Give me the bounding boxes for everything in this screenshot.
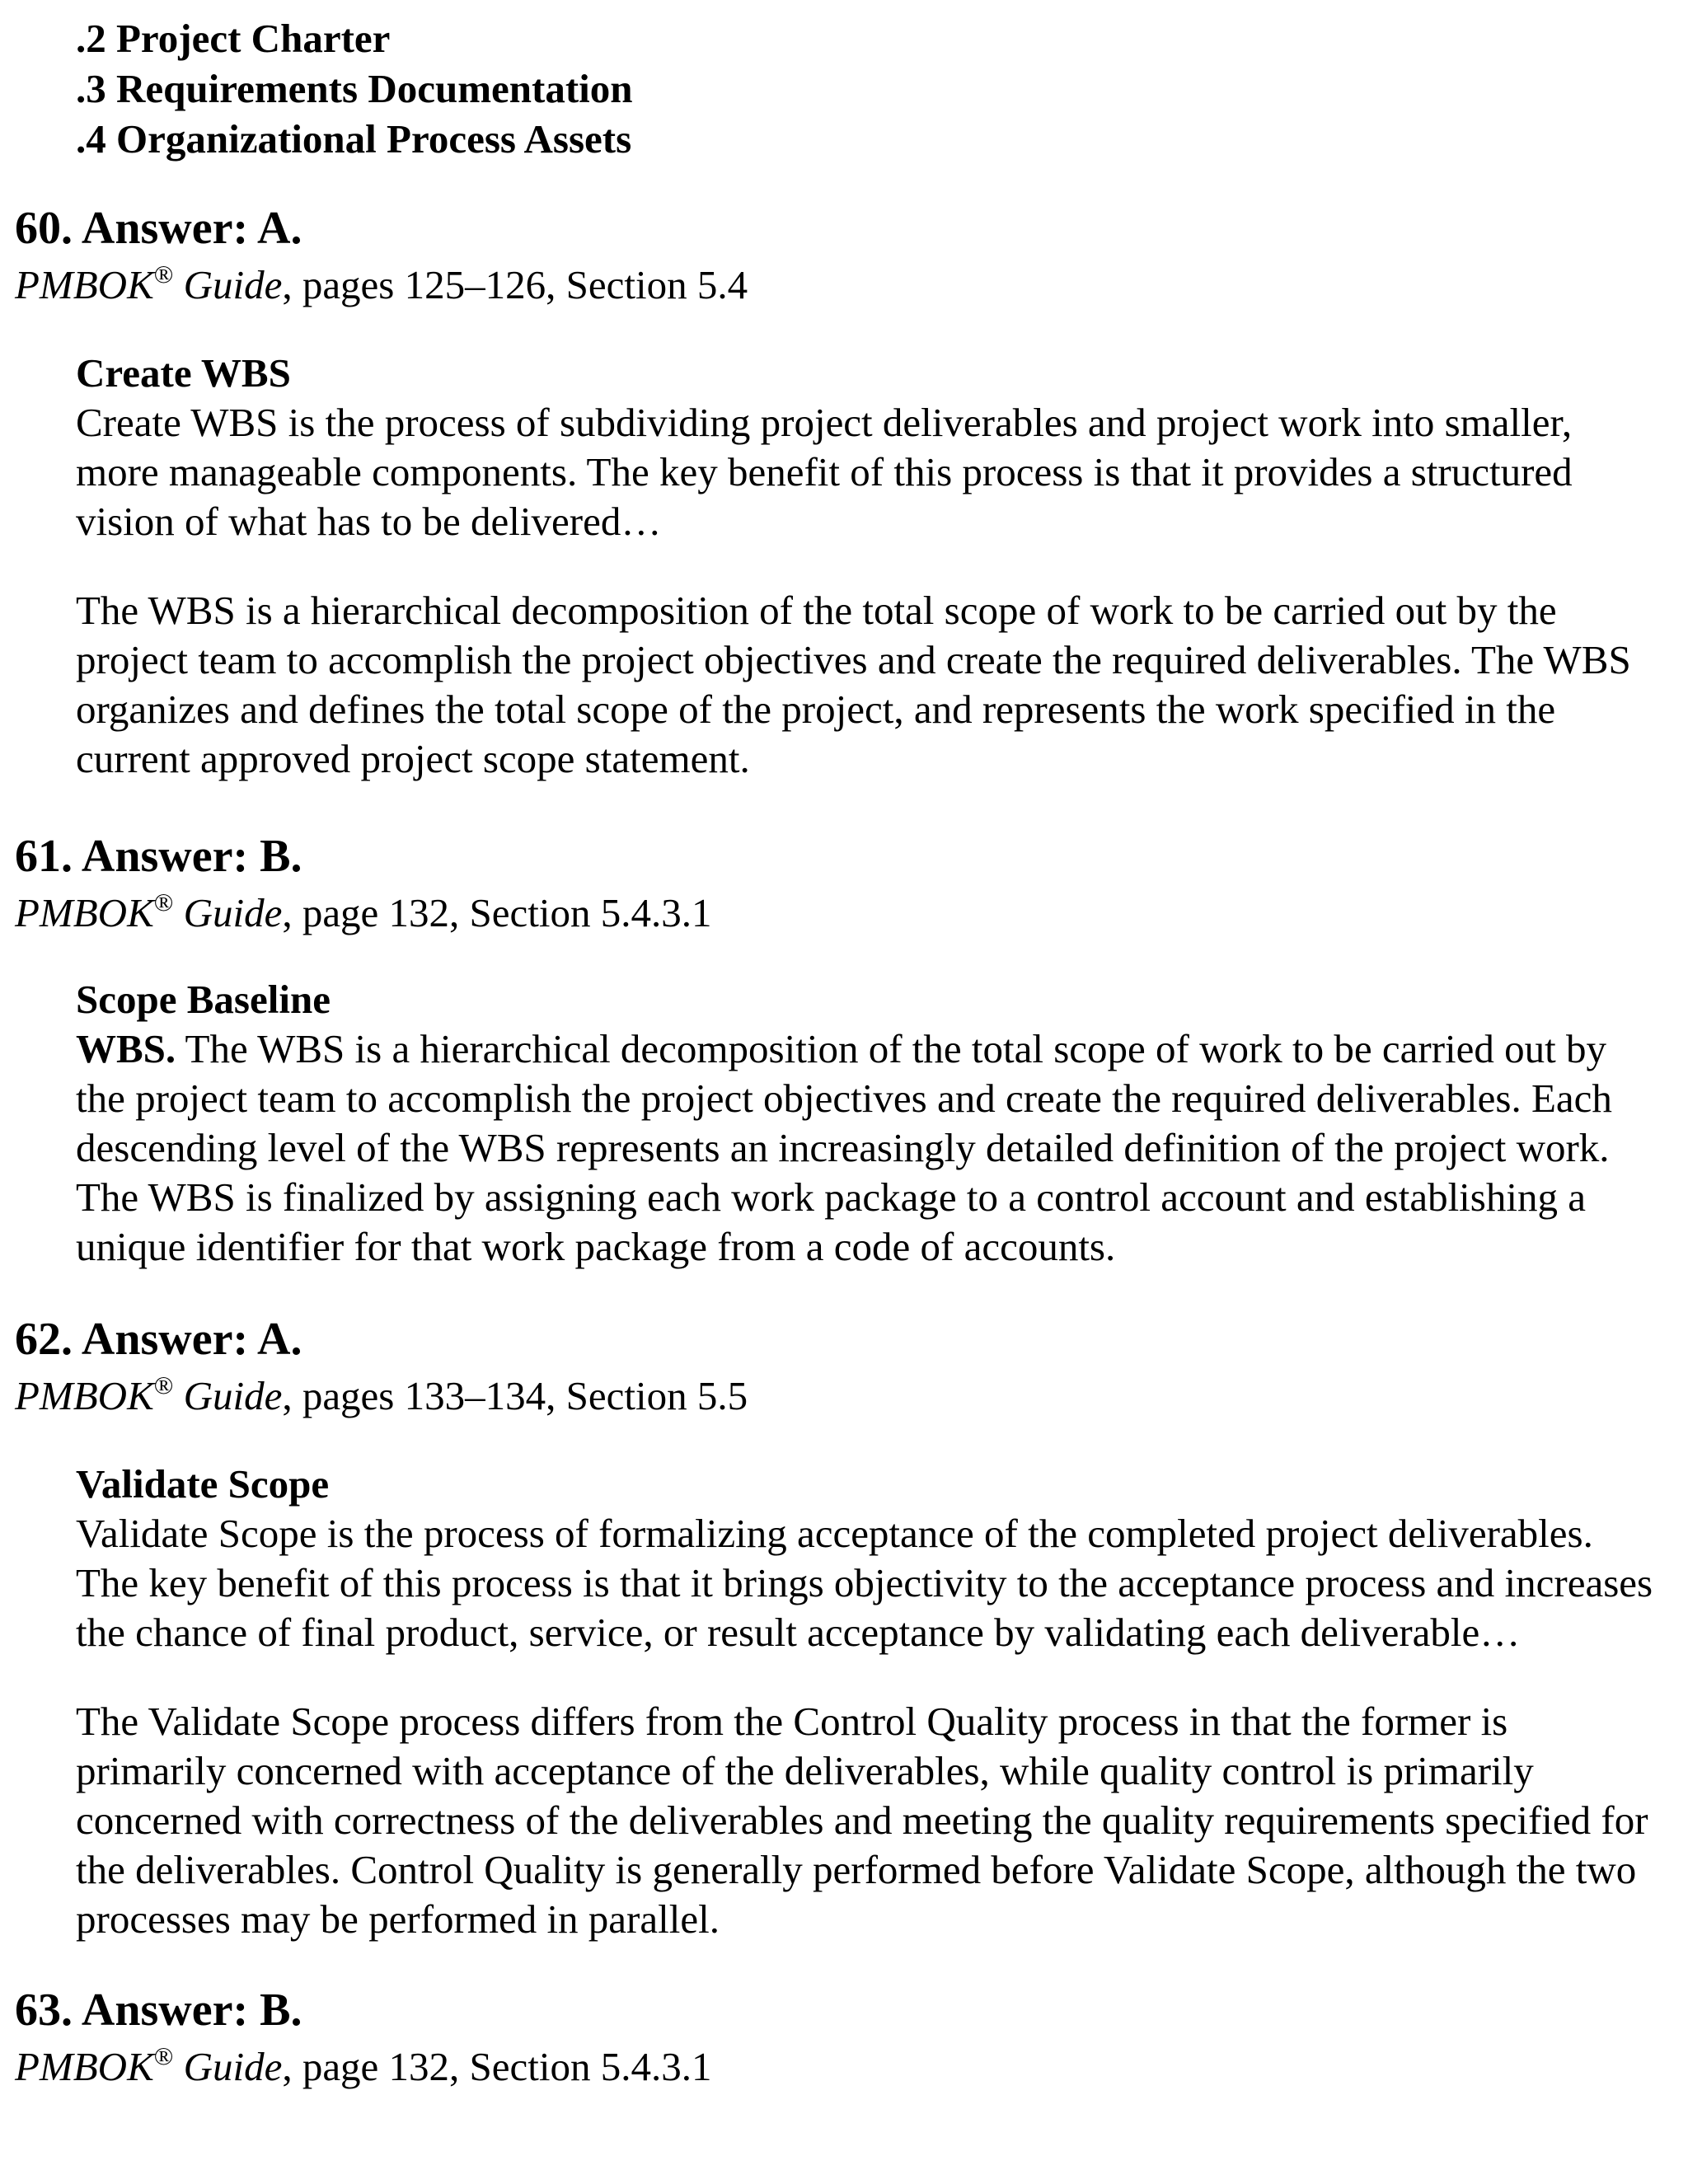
- text-line: current approved project scope statement.: [76, 736, 750, 781]
- reference-book: PMBOK: [15, 1373, 154, 1418]
- registered-mark: ®: [153, 1370, 174, 1399]
- text-line: the project team to accomplish the project objectives and create the required deliverables. Each: [76, 1076, 1612, 1121]
- reference-book: PMBOK: [15, 2044, 154, 2089]
- paragraph: [76, 1024, 1683, 1272]
- reference-line-60: [15, 260, 748, 310]
- section-title: Create WBS: [76, 350, 291, 396]
- section-validate-scope: [76, 1460, 1683, 1944]
- text-line: project team to accomplish the project objectives and create the required deliverables. The WBS: [76, 637, 1631, 682]
- text-line: The Validate Scope process differs from the Control Quality process in that the former is: [76, 1699, 1508, 1744]
- top-list: [76, 13, 633, 164]
- paragraph: [76, 586, 1683, 784]
- text-run: The WBS is a hierarchical decomposition of the total scope of work to be carried out by: [176, 1026, 1607, 1071]
- paragraph: [76, 1509, 1683, 1657]
- reference-detail: , pages 125–126, Section 5.4: [282, 262, 748, 307]
- text-line: more manageable components. The key benefit of this process is that it provides a structured: [76, 449, 1573, 494]
- text-line: The WBS is a hierarchical decomposition of the total scope of work to be carried out by the: [76, 588, 1557, 633]
- list-item: .2 Project Charter: [76, 16, 391, 61]
- reference-line-63: [15, 2042, 712, 2092]
- answer-heading-63: 63. Answer: B.: [15, 1985, 302, 2036]
- section-title: Validate Scope: [76, 1461, 330, 1507]
- section-title: Scope Baseline: [76, 977, 331, 1022]
- reference-detail: , page 132, Section 5.4.3.1: [282, 2044, 712, 2089]
- text-line: primarily concerned with acceptance of the deliverables, while quality control is primarily: [76, 1748, 1534, 1793]
- answer-heading-62: 62. Answer: A.: [15, 1314, 302, 1365]
- text-line: descending level of the WBS represents an increasingly detailed definition of the project work.: [76, 1125, 1610, 1170]
- text-line: Create WBS is the process of subdividing project deliverables and project work into smaller,: [76, 400, 1573, 445]
- text-line: the chance of final product, service, or result acceptance by validating each deliverable…: [76, 1610, 1521, 1655]
- text-line: the deliverables. Control Quality is generally performed before Validate Scope, although the two: [76, 1847, 1637, 1892]
- reference-guide: Guide: [183, 2044, 283, 2089]
- list-item: .4 Organizational Process Assets: [76, 116, 632, 162]
- reference-guide: Guide: [183, 890, 283, 935]
- reference-guide: Guide: [183, 262, 283, 307]
- text-line: The key benefit of this process is that it brings objectivity to the acceptance process and increases: [76, 1560, 1653, 1605]
- text-line: Validate Scope is the process of formalizing acceptance of the completed project deliverables.: [76, 1511, 1593, 1556]
- text-line: processes may be performed in parallel.: [76, 1896, 720, 1942]
- registered-mark: ®: [153, 887, 174, 916]
- paragraph: [76, 1697, 1683, 1944]
- reference-guide: Guide: [183, 1373, 283, 1418]
- reference-detail: , pages 133–134, Section 5.5: [282, 1373, 748, 1418]
- registered-mark: ®: [153, 2041, 174, 2070]
- reference-book: PMBOK: [15, 890, 154, 935]
- text-line: organizes and defines the total scope of the project, and represents the work specified in the: [76, 687, 1556, 732]
- lead-term: WBS.: [76, 1026, 176, 1071]
- registered-mark: ®: [153, 259, 174, 288]
- text-line: concerned with correctness of the deliverables and meeting the quality requirements specified for: [76, 1797, 1648, 1843]
- text-line: [76, 1024, 1683, 1074]
- section-create-wbs: [76, 349, 1683, 784]
- reference-book: PMBOK: [15, 262, 154, 307]
- answer-heading-60: 60. Answer: A.: [15, 203, 302, 254]
- section-scope-baseline: [76, 975, 1683, 1272]
- text-line: unique identifier for that work package from a code of accounts.: [76, 1224, 1116, 1269]
- text-line: vision of what has to be delivered…: [76, 499, 662, 544]
- reference-line-61: [15, 888, 712, 938]
- paragraph: [76, 398, 1683, 546]
- reference-line-62: [15, 1371, 748, 1421]
- list-item: .3 Requirements Documentation: [76, 66, 633, 111]
- reference-detail: , page 132, Section 5.4.3.1: [282, 890, 712, 935]
- answer-heading-61: 61. Answer: B.: [15, 831, 302, 882]
- text-line: The WBS is finalized by assigning each work package to a control account and establishing a: [76, 1174, 1586, 1220]
